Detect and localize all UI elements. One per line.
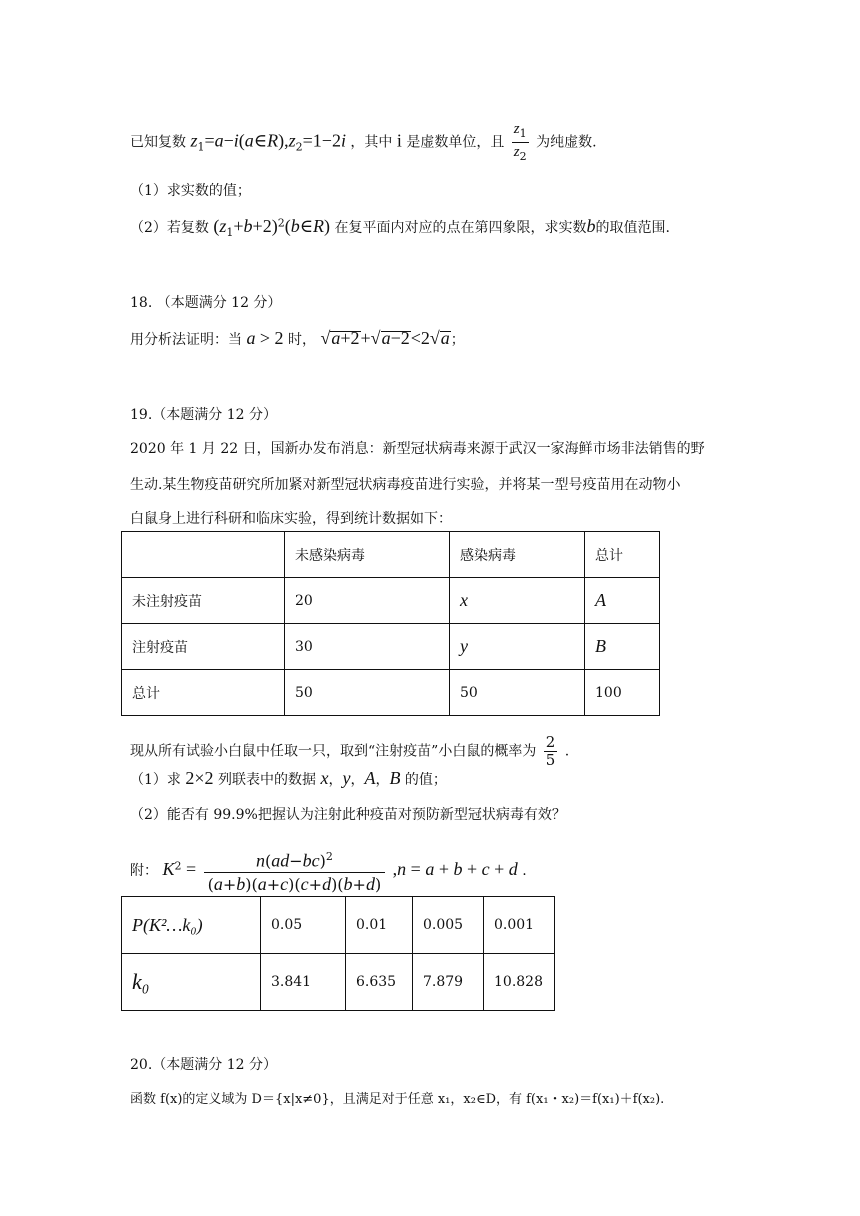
table-cell: y [450, 624, 585, 670]
critical-value-table [121, 896, 555, 1011]
table-cell: 30 [285, 624, 450, 670]
table-cell [122, 532, 285, 578]
table-cell: 100 [585, 670, 660, 716]
q18-statement: 用分析法证明：当 a > 2 时， √a+2+√a−2<2√a； [130, 328, 465, 348]
q19-part1: （1）求 2×2 列联表中的数据 x，y，A，B 的值； [130, 768, 447, 788]
q20-statement: 函数 f(x)的定义域为 D＝{x|x≠0}，且满足对于任意 x₁，x₂∈D，有 f(x₁・x₂)＝f(x₁)＋f(x₂). [130, 1092, 665, 1107]
table-row [122, 624, 660, 670]
table-cell: 注射疫苗 [122, 624, 285, 670]
table-cell: 20 [285, 578, 450, 624]
table-cell: 0.001 [484, 897, 555, 954]
contingency-table [121, 531, 660, 716]
q19-formula: 附： $K^2$ = $\frac{n(ad-bc)^2}{(a+b)(a+c)(c+d)(b+d)}$ ,n = a + b + c + d . [130, 846, 527, 896]
table-cell: A [585, 578, 660, 624]
table-cell: 0.01 [346, 897, 413, 954]
q19-line-3: 白鼠身上进行科研和临床实验，得到统计数据如下： [130, 511, 452, 527]
table-cell: 总计 [122, 670, 285, 716]
table-cell: 10.828 [484, 954, 555, 1011]
table-cell: 7.879 [413, 954, 484, 1011]
q17-part1: （1）求实数的值； [130, 183, 251, 199]
q20-header: 20.（本题满分 12 分） [130, 1057, 277, 1073]
table-row [122, 670, 660, 716]
q19-line-2: 生动.某生物疫苗研究所加紧对新型冠状病毒疫苗进行实验，并将某一型号疫苗用在动物小 [130, 477, 681, 493]
q19-line-1: 2020 年 1 月 22 日，国新办发布消息：新型冠状病毒来源于武汉一家海鲜市场非法销售的野 [130, 441, 705, 457]
table-cell: 总计 [585, 532, 660, 578]
q19-probability: 现从所有试验小白鼠中任取一只，取到“注射疫苗”小白鼠的概率为 $\frac{2}{5}$ . [130, 733, 570, 769]
q17-part2: （2）若复数 $(z_1+b+2)^2(b\in R)$ 在复平面内对应的点在第四象限，求实数b的取值范围. [130, 216, 670, 239]
table-row [122, 897, 555, 954]
q17-statement: 已知复数 $z_1=a-i(a\in R),z_2=1-2i$ ，其中 i 是虚数单位，且 $\frac{z_1}{z_2}$ 为纯虚数. [130, 121, 597, 163]
table-cell: B [585, 624, 660, 670]
q18-header: 18. （本题满分 12 分） [130, 295, 282, 311]
table-cell: 未感染病毒 [285, 532, 450, 578]
table-cell: 50 [285, 670, 450, 716]
table-cell: 6.635 [346, 954, 413, 1011]
table-cell: 感染病毒 [450, 532, 585, 578]
table-cell: 50 [450, 670, 585, 716]
table-cell: 3.841 [261, 954, 346, 1011]
table-cell: 未注射疫苗 [122, 578, 285, 624]
q19-header: 19.（本题满分 12 分） [130, 407, 277, 423]
q19-part2: （2）能否有 99.9%把握认为注射此种疫苗对预防新型冠状病毒有效？ [130, 807, 566, 823]
table-header-row [122, 532, 660, 578]
table-row [122, 954, 555, 1011]
table-row [122, 578, 660, 624]
table-cell: P(K²…k₀) [122, 897, 261, 954]
table-cell: 0.05 [261, 897, 346, 954]
table-cell: k₀ [122, 954, 261, 1011]
table-cell: x [450, 578, 585, 624]
table-cell: 0.005 [413, 897, 484, 954]
